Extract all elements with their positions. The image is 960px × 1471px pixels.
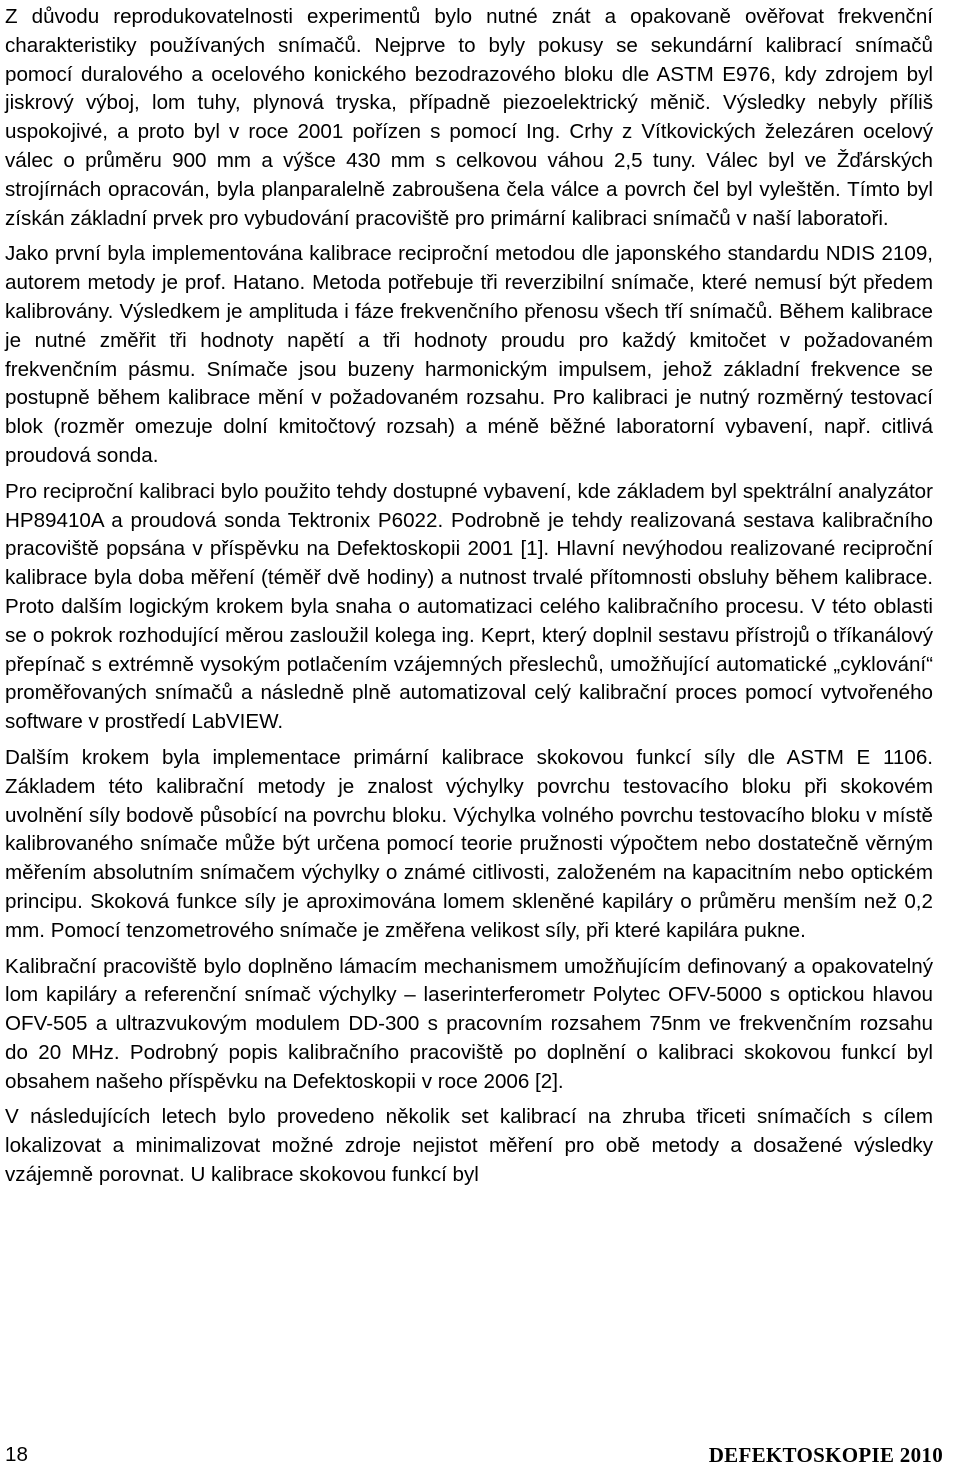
paragraph-5: Kalibrační pracoviště bylo doplněno lámacím mechanismem umožňujícím definovaný a opakovatelný lom kapiláry a referenční snímač výchylky – laserinterferometr Polytec OFV-5000 s optickou hlavou OFV-505 a ultrazvukovým modulem DD-300 s pracovním rozsahem 75nm ve frekvenčním rozsahu do 20 MHz. Podrobný popis kalibračního pracoviště po doplnění o kalibraci skokovou funkcí byl obsahem našeho příspěvku na Defektoskopii v roce 2006 [2]. [5,954,933,1093]
page-number: 18 [5,1443,28,1466]
paragraph-1: Z důvodu reprodukovatelnosti experimentů bylo nutné znát a opakovaně ověřovat frekvenční charakteristiky používaných snímačů. Nejprve to byly pokusy se sekundární kalibrací snímačů pomocí duralového a ocelového konického bezodrazového bloku dle ASTM E976, kdy zdrojem byl jiskrový výboj, lom tuhy, plynová tryska, případně piezoelektrický měnič. Výsledky nebyly příliš uspokojivé, a proto byl v roce 2001 pořízen s pomocí Ing. Crhy z Vítkovických železáren ocelový válec o průměru 900 mm a výšce 430 mm s celkovou váhou 2,5 tuny. Válec byl ve Žďárských strojírnách opracován, byla planparalelně zabroušena čela válce a povrch čel byl vyleštěn. Tímto byl získán základní prvek pro vybudování pracoviště pro primární kalibraci snímačů v naší laboratoři. [5,5,933,230]
paragraph-3: Pro reciproční kalibraci bylo použito tehdy dostupné vybavení, kde základem byl spektrální analyzátor HP89410A a proudová sonda Tektronix P6022. Podrobně je tehdy realizovaná sestava kalibračního pracoviště popsána v příspěvku na Defektoskopii 2001 [1]. Hlavní nevýhodou realizované reciproční kalibrace byla doba měření (téměř dvě hodiny) a nutnost trvalé přítomnosti obsluhy během kalibrace. Proto dalším logickým krokem byla snaha o automatizaci celého kalibračního procesu. V této oblasti se o pokrok rozhodující měrou zasloužil kolega ing. Keprt, který doplnil sestavu přístrojů o tříkanálový přepínač s extrémně vysokým potlačením vzájemných přeslechů, umožňující automatické „cyklování“ proměřovaných snímačů a následně plně automatizoval celý kalibrační proces pomocí vytvořeného software v prostředí LabVIEW. [5,479,933,734]
paragraph-6: V následujících letech bylo provedeno několik set kalibrací na zhruba třiceti snímačích s cílem lokalizovat a minimalizovat možné zdroje nejistot měření pro obě metody a dosažené výsledky vzájemně porovnat. U kalibrace skokovou funkcí byl [5,1105,933,1187]
journal-name: DEFEKTOSKOPIE 2010 [708,1443,943,1467]
page-footer [5,1441,943,1471]
article-body [5,3,933,1197]
paragraph-4: Dalším krokem byla implementace primární kalibrace skokovou funkcí síly dle ASTM E 1106. Základem této kalibrační metody je znalost výchylky povrchu testovacího bloku při skokovém uvolnění síly bodově působící na povrchu bloku. Výchylka volného povrchu testovacího bloku v místě kalibrovaného snímače může být určena pomocí teorie pružnosti výpočtem nebo dostatečně věrným měřením absolutním snímačem výchylky o známé citlivosti, založeném na kapacitním nebo optickém principu. Skoková funkce síly je aproximována lomem skleněné kapiláry o průměru menším než 0,2 mm. Pomocí tenzometrového snímače je změřena velikost síly, při které kapilára pukne. [5,745,933,942]
paragraph-2: Jako první byla implementována kalibrace reciproční metodou dle japonského standardu NDIS 2109, autorem metody je prof. Hatano. Metoda potřebuje tři reverzibilní snímače, které nemusí být předem kalibrovány. Výsledkem je amplituda i fáze frekvenčního přenosu všech tří snímačů. Během kalibrace je nutné změřit tři hodnoty napětí a tři hodnoty proudu pro každý kmitočet v požadovaném frekvenčním pásmu. Snímače jsou buzeny harmonickým impulsem, jehož základní frekvence se postupně během kalibrace mění v požadovaném rozsahu. Pro kalibraci je nutný rozměrný testovací blok (rozměr omezuje dolní kmitočtový rozsah) a méně běžné laboratorní vybavení, např. citlivá proudová sonda. [5,242,933,467]
